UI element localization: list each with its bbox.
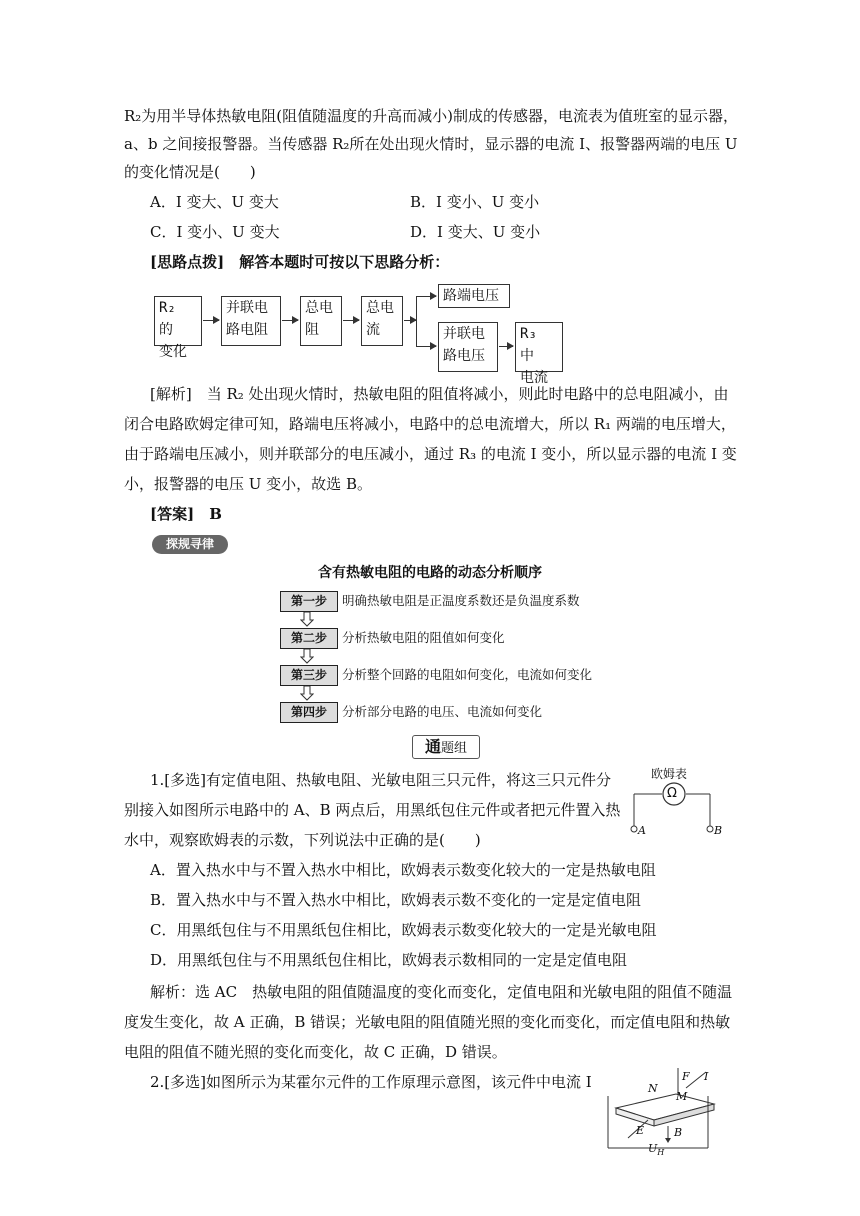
- q2-line-1: 2.[多选]如图所示为某霍尔元件的工作原理示意图，该元件中电流 I: [150, 1073, 592, 1091]
- flow-branch-vertical: [416, 296, 417, 346]
- flow-arrow: [499, 346, 513, 347]
- sol1-line-3: 电阻的阻值不随光照的变化而变化，故 C 正确，D 错误。: [124, 1043, 507, 1061]
- q1-option-c: C．用黑纸包住与不用黑纸包住相比，欧姆表示数变化较大的一定是光敏电阻: [150, 921, 657, 939]
- flow-box-terminal-voltage: 路端电压: [438, 284, 510, 308]
- step-text-2: 分析热敏电阻的阻值如何变化: [342, 630, 505, 645]
- flow-arrow: [282, 320, 298, 321]
- q1-line-2: 别接入如图所示电路中的 A、B 两点后，用黑纸包住元件或者把元件置入热: [124, 801, 621, 819]
- step-text-4: 分析部分电路的电压、电流如何变化: [342, 704, 543, 719]
- tong-big-char: 通: [424, 737, 441, 756]
- q1-option-d: D．用黑纸包住与不用黑纸包住相比，欧姆表示数相同的一定是定值电阻: [150, 951, 628, 969]
- terminal-a-label: A: [638, 824, 646, 837]
- flow-box-r2-change: R₂ 的 变化: [154, 296, 202, 346]
- hall-label-f: F: [682, 1070, 690, 1083]
- question-intro-line-3: 的变化情况是( ): [124, 163, 256, 181]
- down-arrow-icon: [300, 686, 314, 701]
- tong-small-text: 题组: [441, 741, 468, 756]
- q1-line-1: 1.[多选]有定值电阻、热敏电阻、光敏电阻三只元件，将这三只元件分: [150, 771, 612, 789]
- question-intro-line-2: a、b 之间接报警器。当传感器 R₂所在处出现火情时，显示器的电流 I、报警器两端的电压 U: [124, 135, 738, 153]
- analysis-line-4: 小，报警器的电压 U 变小，故选 B。: [124, 475, 372, 493]
- hall-label-e: E: [636, 1124, 645, 1137]
- flow-box-r3-current: R₃ 中 电流: [515, 322, 563, 372]
- analysis-line-1: [解析] 当 R₂ 处出现火情时，热敏电阻的阻值将减小，则此时电路中的总电阻减小，由: [150, 385, 729, 403]
- flow-box-total-resistance: 总电 阻: [300, 296, 342, 346]
- step-label-1: 第一步: [280, 591, 338, 612]
- q1-option-a: A．置入热水中与不置入热水中相比，欧姆表示数变化较大的一定是热敏电阻: [150, 861, 656, 879]
- flow-box-total-current: 总电 流: [361, 296, 403, 346]
- option-d: D．I 变大、U 变小: [410, 223, 541, 241]
- tong-ti-zu-header: [412, 735, 480, 759]
- analysis-line-3: 由于路端电压减小，则并联部分的电压减小，通过 R₃ 的电流 I 变小，所以显示器的电流 I 变: [124, 445, 737, 463]
- answer: [答案] B: [150, 505, 222, 523]
- q1-line-3: 水中，观察欧姆表的示数，下列说法中正确的是( ): [124, 831, 481, 849]
- flow-arrow: [416, 346, 436, 347]
- hall-label-i: I: [704, 1070, 709, 1083]
- sol1-line-2: 度发生变化，故 A 正确，B 错误；光敏电阻的阻值随光照的变化而变化，而定值电阻和热敏: [124, 1013, 731, 1031]
- step-text-1: 明确热敏电阻是正温度系数还是负温度系数: [342, 593, 580, 608]
- question-intro-line-1: R₂为用半导体热敏电阻(阻值随温度的升高而减小)制成的传感器，电流表为值班室的显示器，: [124, 107, 739, 125]
- step-text-3: 分析整个回路的电阻如何变化，电流如何变化: [342, 667, 593, 682]
- option-a: A．I 变大、U 变大: [150, 193, 279, 211]
- analysis-line-2: 闭合电路欧姆定律可知，路端电压将减小，电路中的总电流增大，所以 R₁ 两端的电压增大，: [124, 415, 736, 433]
- hall-label-b: B: [674, 1126, 683, 1139]
- section-badge: 探规寻律: [152, 535, 228, 554]
- hall-label-uh: $U_H$: [648, 1142, 665, 1158]
- sol1-line-1: 解析：选 AC 热敏电阻的阻值随温度的变化而变化，定值电阻和光敏电阻的阻值不随温: [150, 983, 733, 1001]
- down-arrow-icon: [300, 649, 314, 664]
- flow-arrow: [416, 296, 436, 297]
- q1-option-b: B．置入热水中与不置入热水中相比，欧姆表示数不变化的一定是定值电阻: [150, 891, 642, 909]
- flow-arrow: [343, 320, 359, 321]
- step-label-2: 第二步: [280, 628, 338, 649]
- flow-box-parallel-resistance: 并联电 路电阻: [221, 296, 281, 346]
- flow-arrow: [203, 320, 219, 321]
- hall-label-n: N: [648, 1082, 658, 1095]
- option-b: B．I 变小、U 变小: [410, 193, 540, 211]
- terminal-b-label: B: [714, 824, 723, 837]
- option-c: C．I 变小、U 变大: [150, 223, 280, 241]
- step-label-3: 第三步: [280, 665, 338, 686]
- step-label-4: 第四步: [280, 702, 338, 723]
- ohmmeter-label: 欧姆表: [651, 767, 688, 781]
- hint-label: [思路点拨] 解答本题时可按以下思路分析：: [150, 253, 450, 271]
- flow-branch-stub: [404, 320, 416, 321]
- ohm-symbol: Ω: [667, 786, 677, 801]
- down-arrow-icon: [300, 612, 314, 627]
- rule-title: 含有热敏电阻的电路的动态分析顺序: [318, 565, 542, 581]
- hall-label-m: M: [676, 1090, 688, 1103]
- flow-box-parallel-voltage: 并联电 路电压: [438, 322, 498, 372]
